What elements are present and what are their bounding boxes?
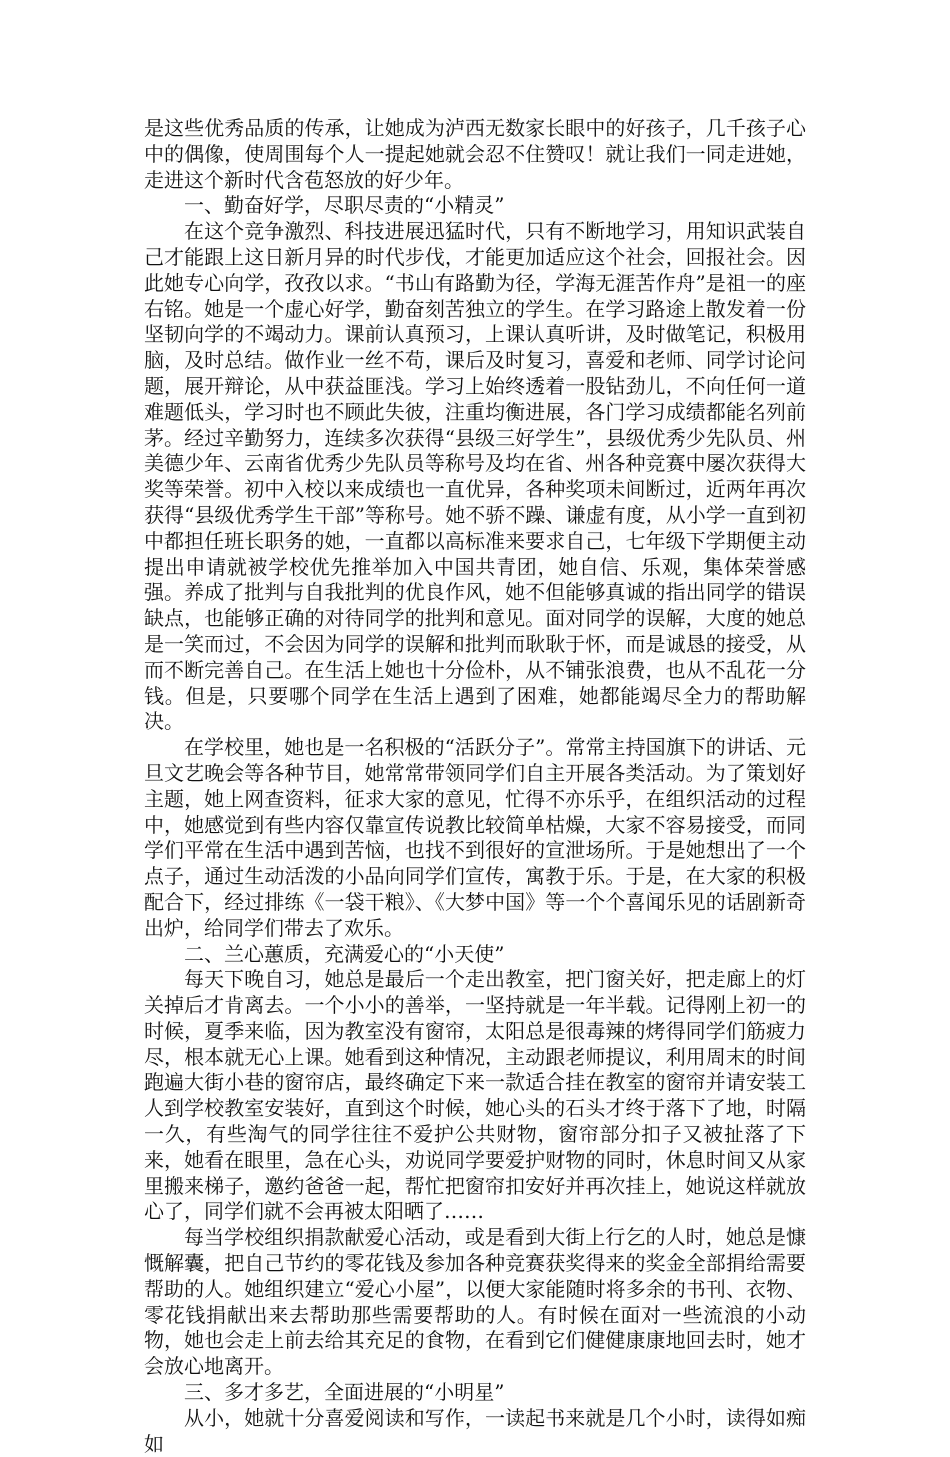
- section-heading-2: 二、兰心蕙质，充满爱心的“小天使”: [184, 941, 505, 966]
- section-heading-1: 一、勤奋好学，尽职尽责的“小精灵”: [184, 193, 505, 218]
- paragraph-study: 在这个竞争激烈、科技进展迅猛时代，只有不断地学习，用知识武装自己才能跟上这日新月异的时代步伐，才能更加适应这个社会，回报社会。因此她专心向学，孜孜以求。“书山有路勤为径，学海无涯苦作舟”是祖一的座右铭。她是一个虚心好学，勤奋刻苦独立的学生。在学习路途上散发着一份坚韧向学的不竭动力。课前认真预习，上课认真听讲，及时做笔记，积极用脑，及时总结。做作业一丝不苟，课后及时复习，喜爱和老师、同学讨论问题，展开辩论，从中获益匪浅。学习上始终透着一股钻劲儿，不向任何一道难题低头，学习时也不顾此失彼，注重均衡进展，各门学习成绩都能名列前茅。经过辛勤努力，连续多次获得“县级三好学生”，县级优秀少先队员、州美德少年、云南省优秀少先队员等称号及均在省、州各种竞赛中屡次获得大奖等荣誉。初中入校以来成绩也一直优异，各种奖项未间断过，近两年再次获得“县级优秀学生干部”等称号。她不骄不躁、谦虚有度，从小学一直到初中都担任班长职务的她，一直都以高标准来要求自己，七年级下学期便主动提出申请就被学校优先推举加入中国共青团，她自信、乐观，集体荣誉感强。养成了批判与自我批判的优良作风，她不但能够真诚的指出同学的错误缺点，也能够正确的对待同学的批判和意见。面对同学的误解，大度的她总是一笑而过，不会因为同学的误解和批判而耿耿于怀，而是诚恳的接受，从而不断完善自己。在生活上她也十分俭朴，从不铺张浪费，也从不乱花一分钱。但是，只要哪个同学在生活上遇到了困难，她都能竭尽全力的帮助解决。: [144, 219, 806, 734]
- document-body: [144, 116, 806, 1457]
- paragraph-curtains: 每天下晚自习，她总是最后一个走出教室，把门窗关好，把走廊上的灯关掉后才肯离去。一个小小的善举，一坚持就是一年半载。记得刚上初一的时候，夏季来临，因为教室没有窗帘，太阳总是很毒辣的烤得同学们筋疲力尽，根本就无心上课。她看到这种情况，主动跟老师提议，利用周末的时间跑遍大街小巷的窗帘店，最终确定下来一款适合挂在教室的窗帘并请安装工人到学校教室安装好，直到这个时候，她心头的石头才终于落下了地，时隔一久，有些淘气的同学往往不爱护公共财物，窗帘部分扣子又被扯落了下来，她看在眼里，急在心头，劝说同学要爱护财物的同时，休息时间又从家里搬来梯子，邀约爸爸一起，帮忙把窗帘扣安好并再次挂上，她说这样就放心了，同学们就不会再被太阳晒了……: [144, 967, 806, 1224]
- paragraph-donation: 每当学校组织捐款献爱心活动，或是看到大街上行乞的人时，她总是慷慨解囊，把自己节约的零花钱及参加各种竞赛获奖得来的奖金全部捐给需要帮助的人。她组织建立“爱心小屋”，以便大家能随时将多余的书刊、衣物、零花钱捐献出来去帮助那些需要帮助的人。有时候在面对一些流浪的小动物，她也会走上前去给其充足的食物，在看到它们健健康康地回去时，她才会放心地离开。: [144, 1225, 806, 1379]
- section-heading-3: 三、多才多艺，全面进展的“小明星”: [184, 1380, 505, 1405]
- paragraph-activities: 在学校里，她也是一名积极的“活跃分子”。常常主持国旗下的讲话、元旦文艺晚会等各种节目，她常常带领同学们自主开展各类活动。为了策划好主题，她上网查资料，征求大家的意见，忙得不亦乐乎，在组织活动的过程中，她感觉到有些内容仅靠宣传说教比较简单枯燥，大家不容易接受，而同学们平常在生活中遇到苦恼，也找不到很好的宣泄场所。于是她想出了一个点子，通过生动活泼的小品向同学们宣传，寓教于乐。于是，在大家的积极配合下，经过排练《一袋干粮》、《大梦中国》等一个个喜闻乐见的话剧新奇出炉，给同学们带去了欢乐。: [144, 735, 806, 940]
- paragraph-reading: 从小，她就十分喜爱阅读和写作，一读起书来就是几个小时，读得如痴如: [144, 1405, 806, 1456]
- paragraph-intro: 是这些优秀品质的传承，让她成为泸西无数家长眼中的好孩子，几千孩子心中的偶像，使周围每个人一提起她就会忍不住赞叹！就让我们一同走进她，走进这个新时代含苞怒放的好少年。: [144, 116, 806, 192]
